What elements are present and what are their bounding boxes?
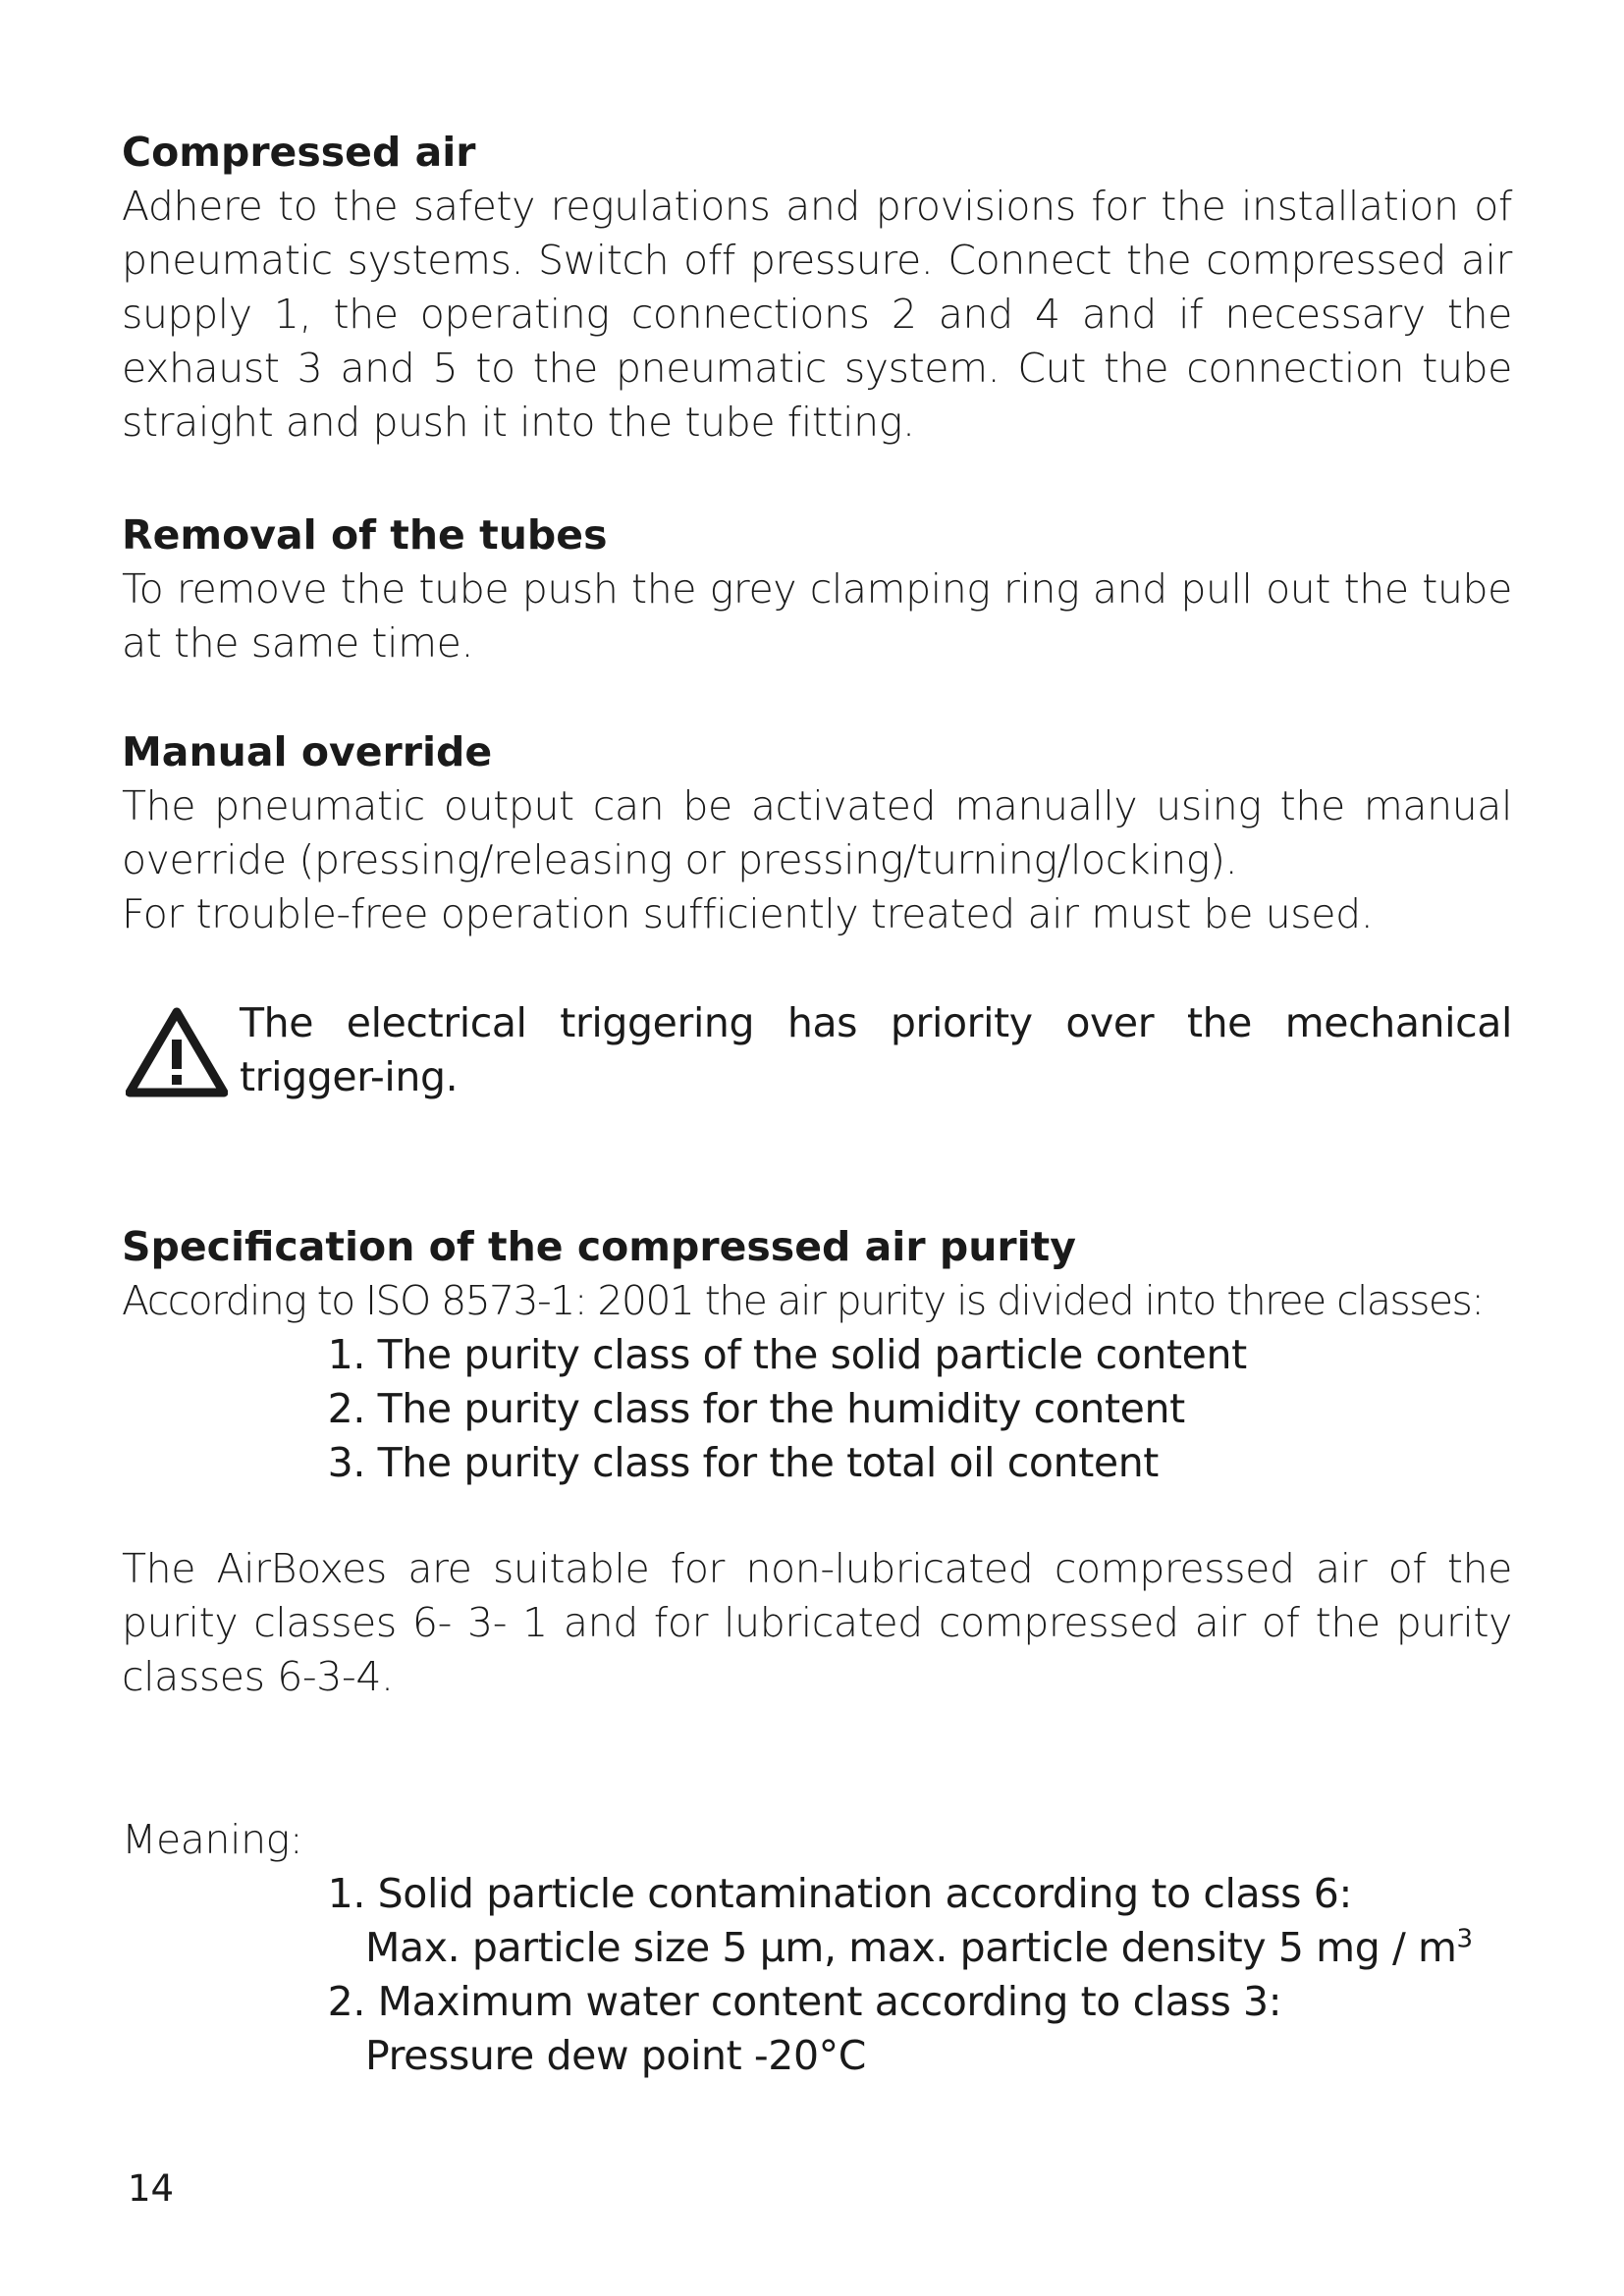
section-airboxes <box>122 1542 1512 1704</box>
page-number: 14 <box>128 2167 175 2210</box>
list-item: 1. The purity class of the solid particle content <box>327 1331 1247 1378</box>
section-manual-override <box>122 725 1512 941</box>
section-meaning <box>122 1813 1512 1867</box>
warning-triangle-icon <box>126 1006 228 1098</box>
list-item: 1. Solid particle contamination according to class 6: <box>327 1870 1352 1917</box>
section-compressed-air <box>122 126 1512 450</box>
meaning-list <box>308 1867 1473 2083</box>
meaning-label: Meaning: <box>122 1816 303 1863</box>
list-item-detail: Max. particle size 5 µm, max. particle density 5 mg / $m^3$ <box>365 1924 1473 1971</box>
paragraph-manual-override: The pneumatic output can be activated manually using the manual override (pressing/releasing or pressing/turning/locking). <box>122 782 1512 883</box>
paragraph-treated-air: For trouble-free operation sufficiently treated air must be used. <box>122 890 1374 937</box>
paragraph-iso-intro: According to ISO 8573-1: 2001 the air purity is divided into three classes: <box>122 1277 1484 1324</box>
heading-manual-override: Manual override <box>122 728 493 775</box>
section-specification <box>122 1220 1512 1328</box>
heading-compressed-air: Compressed air <box>122 129 476 176</box>
heading-removal: Removal of the tubes <box>122 511 608 559</box>
list-item: 2. The purity class for the humidity content <box>327 1385 1185 1432</box>
section-removal <box>122 508 1512 670</box>
paragraph-removal: To remove the tube push the grey clamping ring and pull out the tube at the same time. <box>122 565 1512 667</box>
paragraph-airboxes: The AirBoxes are suitable for non-lubricated compressed air of the purity classes 6- 3- 1 and for lubricated compressed air of the purity classes 6-3-4. <box>122 1545 1512 1700</box>
list-item-detail: Pressure dew point -20°C <box>365 2032 867 2079</box>
purity-class-list <box>308 1328 1247 1490</box>
list-item: 2. Maximum water content according to class 3: <box>327 1978 1282 2025</box>
paragraph-compressed-air: Adhere to the safety regulations and provisions for the installation of pneumatic systems. Switch off pressure. Connect the compressed air supply 1, the operating connections 2 and 4 and if necessary the exhaust 3 and 5 to the pneumatic system. Cut the connection tube straight and push it into the tube fitting. <box>122 183 1512 446</box>
warning-text: The electrical triggering has priority over the mechanical trigger-ing. <box>240 999 1512 1100</box>
list-item: 3. The purity class for the total oil content <box>327 1439 1159 1486</box>
heading-specification: Specification of the compressed air purity <box>122 1223 1076 1270</box>
